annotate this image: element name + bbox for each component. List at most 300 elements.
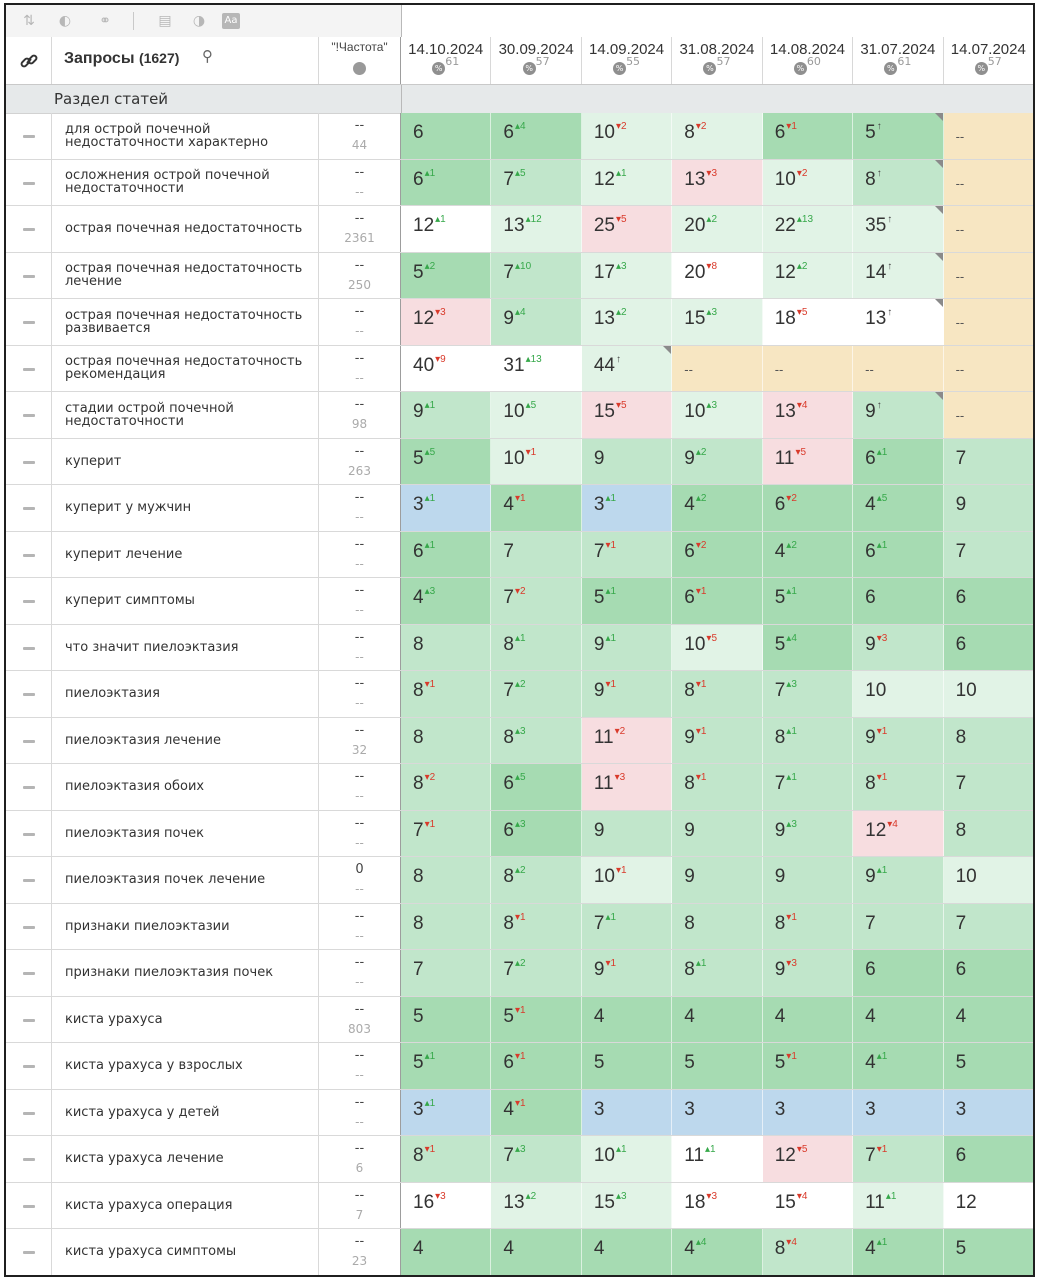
position-cell[interactable] (944, 392, 1034, 438)
minus-icon (23, 740, 35, 743)
table-row[interactable] (6, 299, 1033, 346)
position-cell[interactable] (853, 718, 943, 764)
query-text[interactable]: острая почечная недостаточность лечение (52, 253, 319, 299)
position-cell[interactable] (582, 857, 672, 903)
position-cell[interactable] (401, 1229, 491, 1275)
position-cell[interactable] (491, 904, 581, 950)
position-cell[interactable] (491, 253, 581, 299)
position-value: 7 (955, 773, 967, 794)
date-column-header[interactable] (763, 37, 853, 84)
position-cell[interactable] (491, 625, 581, 671)
position-cell[interactable] (491, 1229, 581, 1275)
position-cell[interactable] (582, 532, 672, 578)
row-collapse-toggle[interactable] (6, 253, 52, 299)
position-cell[interactable] (944, 113, 1034, 159)
query-text[interactable]: острая почечная недостаточность рекомендация (52, 346, 319, 392)
row-collapse-toggle[interactable] (6, 578, 52, 624)
position-cell[interactable] (944, 857, 1034, 903)
position-cell[interactable] (853, 299, 943, 345)
position-value: $4^{▴2}$ (774, 539, 797, 562)
position-value: $6^{▴5}$ (503, 772, 526, 794)
query-text[interactable]: куперит лечение (52, 532, 319, 578)
position-cell[interactable] (672, 1090, 762, 1136)
row-collapse-toggle[interactable] (6, 532, 52, 578)
table-row[interactable] (6, 997, 1033, 1044)
position-cell[interactable] (944, 904, 1034, 950)
position-cell[interactable] (944, 1090, 1034, 1136)
position-cell[interactable] (491, 1183, 581, 1229)
visibility-percent: 60 (806, 55, 821, 68)
position-cell[interactable] (491, 392, 581, 438)
position-cell[interactable] (944, 625, 1034, 671)
row-collapse-toggle[interactable] (6, 1043, 52, 1089)
position-cell[interactable] (401, 764, 491, 810)
position-cell[interactable] (944, 1136, 1034, 1182)
position-value: $11^{▾5}$ (774, 446, 807, 469)
position-cell[interactable] (491, 764, 581, 810)
position-cell[interactable] (491, 1090, 581, 1136)
link-column-header[interactable] (6, 37, 52, 84)
position-cell[interactable] (763, 392, 853, 438)
query-text[interactable]: киста урахуса операция (52, 1183, 319, 1229)
query-text[interactable]: киста урахуса (52, 997, 319, 1043)
position-cell[interactable] (763, 485, 853, 531)
position-cell[interactable] (491, 718, 581, 764)
position-gain: ▴1 (876, 446, 888, 458)
position-cell[interactable] (401, 625, 491, 671)
position-cell[interactable] (944, 253, 1034, 299)
position-cell[interactable] (582, 1136, 672, 1182)
table-row[interactable] (6, 718, 1033, 765)
position-cell[interactable] (401, 392, 491, 438)
position-cell[interactable] (672, 253, 762, 299)
position-cell[interactable] (401, 439, 491, 485)
frequency-cell (319, 392, 401, 438)
position-cell[interactable] (491, 299, 581, 345)
position-cell[interactable] (582, 392, 672, 438)
position-cell[interactable] (582, 160, 672, 206)
position-loss: ▾1 (876, 1144, 888, 1155)
query-text[interactable]: пиелоэктазия (52, 671, 319, 717)
base-frequency: -- (355, 370, 364, 385)
position-cell[interactable] (491, 997, 581, 1043)
position-cell[interactable] (944, 997, 1034, 1043)
query-text[interactable]: куперит (52, 439, 319, 485)
position-cell[interactable] (672, 532, 762, 578)
position-cell[interactable] (672, 718, 762, 764)
table-row[interactable] (6, 578, 1033, 625)
position-cell[interactable] (401, 346, 491, 392)
position-cell[interactable] (763, 904, 853, 950)
position-cell[interactable] (672, 439, 762, 485)
position-cell[interactable] (763, 625, 853, 671)
sort-icon[interactable]: ⇅ (23, 13, 35, 29)
table-row[interactable] (6, 253, 1033, 300)
position-cell[interactable] (944, 439, 1034, 485)
position-cell[interactable] (853, 625, 943, 671)
row-collapse-toggle[interactable] (6, 299, 52, 345)
position-cell[interactable] (401, 1183, 491, 1229)
position-cell[interactable] (944, 485, 1034, 531)
position-cell[interactable] (401, 811, 491, 857)
position-value: $8^{▴2}$ (503, 865, 526, 887)
position-cell[interactable] (944, 671, 1034, 717)
position-gain: ▴5 (515, 772, 526, 783)
position-cell[interactable] (763, 718, 853, 764)
table-row[interactable] (6, 532, 1033, 579)
position-cell[interactable] (763, 113, 853, 159)
position-cell[interactable] (672, 160, 762, 206)
queries-column-header[interactable] (52, 37, 319, 84)
position-cell[interactable] (401, 253, 491, 299)
row-collapse-toggle[interactable] (6, 206, 52, 252)
position-cell[interactable] (853, 671, 943, 717)
table-row[interactable] (6, 1136, 1033, 1183)
position-cell[interactable] (853, 253, 943, 299)
table-row[interactable] (6, 439, 1033, 486)
position-cell[interactable] (763, 950, 853, 996)
position-cell[interactable] (763, 1136, 853, 1182)
position-cell[interactable] (853, 1090, 943, 1136)
position-cell[interactable] (672, 1229, 762, 1275)
position-cell[interactable] (672, 1043, 762, 1089)
position-cell[interactable] (763, 578, 853, 624)
table-row[interactable] (6, 485, 1033, 532)
position-cell[interactable] (582, 485, 672, 531)
position-cell[interactable] (582, 904, 672, 950)
query-text[interactable]: киста урахуса у взрослых (52, 1043, 319, 1089)
table-row[interactable] (6, 346, 1033, 393)
position-cell[interactable] (763, 764, 853, 810)
position-cell[interactable] (853, 206, 943, 252)
position-cell[interactable] (582, 950, 672, 996)
table-row[interactable] (6, 764, 1033, 811)
row-collapse-toggle[interactable] (6, 1183, 52, 1229)
table-row[interactable] (6, 1183, 1033, 1230)
position-cell[interactable] (401, 206, 491, 252)
position-cell[interactable] (763, 671, 853, 717)
position-cell[interactable] (582, 578, 672, 624)
position-cell[interactable] (944, 950, 1034, 996)
query-text[interactable]: киста урахуса у детей (52, 1090, 319, 1136)
row-collapse-toggle[interactable] (6, 392, 52, 438)
position-cell[interactable] (401, 950, 491, 996)
table-row[interactable] (6, 904, 1033, 951)
position-cell[interactable] (401, 299, 491, 345)
position-cell[interactable] (582, 206, 672, 252)
table-row[interactable] (6, 206, 1033, 253)
row-collapse-toggle[interactable] (6, 671, 52, 717)
position-cell[interactable] (582, 1090, 672, 1136)
position-cell[interactable] (944, 1183, 1034, 1229)
position-cell[interactable] (672, 113, 762, 159)
position-cell[interactable] (944, 346, 1034, 392)
position-cell[interactable] (401, 1043, 491, 1089)
row-collapse-toggle[interactable] (6, 997, 52, 1043)
position-cell[interactable] (582, 671, 672, 717)
position-cell[interactable] (401, 113, 491, 159)
position-cell[interactable] (763, 997, 853, 1043)
row-collapse-toggle[interactable] (6, 718, 52, 764)
position-cell[interactable] (672, 857, 762, 903)
position-cell[interactable] (491, 950, 581, 996)
position-cell[interactable] (491, 113, 581, 159)
search-icon[interactable]: ⚲ (202, 47, 213, 65)
position-loss: ▾3 (435, 1190, 446, 1202)
date-column-header[interactable] (582, 37, 672, 84)
position-cell[interactable] (853, 904, 943, 950)
position-cell[interactable] (853, 1229, 943, 1275)
font-icon[interactable]: Aa (222, 13, 240, 29)
query-text[interactable]: что значит пиелоэктазия (52, 625, 319, 671)
position-cell[interactable] (944, 578, 1034, 624)
position-cell[interactable] (401, 904, 491, 950)
base-frequency: 263 (348, 463, 371, 478)
position-cell[interactable] (944, 1043, 1034, 1089)
position-cell[interactable] (582, 1183, 672, 1229)
position-cell[interactable] (672, 299, 762, 345)
position-cell[interactable] (672, 904, 762, 950)
query-text[interactable]: пиелоэктазия почек лечение (52, 857, 319, 903)
position-cell[interactable] (944, 532, 1034, 578)
query-text[interactable]: куперит симптомы (52, 578, 319, 624)
row-collapse-toggle[interactable] (6, 346, 52, 392)
position-cell[interactable] (853, 346, 943, 392)
position-cell[interactable] (582, 811, 672, 857)
position-cell[interactable] (853, 1043, 943, 1089)
row-collapse-toggle[interactable] (6, 857, 52, 903)
position-cell[interactable] (401, 997, 491, 1043)
position-cell[interactable] (853, 485, 943, 531)
position-cell[interactable] (763, 1183, 853, 1229)
position-value: $4^{▾1}$ (503, 1097, 526, 1120)
position-value: $8^{▴1}$ (503, 632, 526, 655)
position-value: $9^{▴2}$ (684, 446, 707, 469)
position-cell[interactable] (401, 857, 491, 903)
position-cell[interactable] (672, 950, 762, 996)
position-cell[interactable] (853, 764, 943, 810)
position-cell[interactable] (672, 997, 762, 1043)
contrast-icon[interactable]: ◑ (192, 13, 206, 29)
row-collapse-toggle[interactable] (6, 764, 52, 810)
table-row[interactable] (6, 811, 1033, 858)
position-cell[interactable] (491, 532, 581, 578)
table-row[interactable] (6, 671, 1033, 718)
row-collapse-toggle[interactable] (6, 113, 52, 159)
position-cell[interactable] (491, 671, 581, 717)
position-cell[interactable] (853, 811, 943, 857)
row-collapse-toggle[interactable] (6, 1136, 52, 1182)
position-cell[interactable] (582, 625, 672, 671)
position-gain: ▴3 (616, 260, 627, 272)
position-cell[interactable] (672, 1183, 762, 1229)
query-text[interactable]: острая почечная недостаточность развивается (52, 299, 319, 345)
row-collapse-toggle[interactable] (6, 904, 52, 950)
position-cell[interactable] (672, 206, 762, 252)
frequency-column-header[interactable] (319, 37, 401, 84)
position-cell[interactable] (491, 1043, 581, 1089)
position-cell[interactable] (582, 113, 672, 159)
position-cell[interactable] (853, 1183, 943, 1229)
query-text[interactable]: пиелоэктазия лечение (52, 718, 319, 764)
position-cell[interactable] (853, 439, 943, 485)
position-cell[interactable] (763, 346, 853, 392)
date-column-header[interactable] (491, 37, 581, 84)
table-row[interactable] (6, 113, 1033, 160)
table-row[interactable] (6, 857, 1033, 904)
table-row[interactable] (6, 1043, 1033, 1090)
position-cell[interactable] (763, 857, 853, 903)
position-cell[interactable] (582, 299, 672, 345)
position-cell[interactable] (763, 1043, 853, 1089)
position-cell[interactable] (582, 1229, 672, 1275)
position-cell[interactable] (401, 485, 491, 531)
position-value: $6^{▴1}$ (865, 446, 888, 469)
query-text[interactable]: пиелоэктазия почек (52, 811, 319, 857)
position-cell[interactable] (672, 764, 762, 810)
position-cell[interactable] (763, 1229, 853, 1275)
table-row[interactable] (6, 1229, 1033, 1276)
position-cell[interactable] (944, 299, 1034, 345)
position-cell[interactable] (853, 532, 943, 578)
position-value: 4 (593, 1238, 605, 1259)
position-cell[interactable] (401, 532, 491, 578)
position-cell[interactable] (763, 206, 853, 252)
position-value: $9^{▾1}$ (593, 679, 617, 701)
position-value: $6^{▾2}$ (684, 539, 707, 562)
position-cell[interactable] (491, 857, 581, 903)
position-cell[interactable] (491, 578, 581, 624)
query-text[interactable]: для острой почечной недостаточности характерно (52, 113, 319, 159)
position-cell[interactable] (401, 718, 491, 764)
position-cell[interactable] (582, 718, 672, 764)
table-row[interactable] (6, 625, 1033, 672)
table-row[interactable] (6, 950, 1033, 997)
position-cell[interactable] (672, 485, 762, 531)
position-gain: ▴3 (515, 725, 526, 737)
query-text[interactable]: признаки пиелоэктазия почек (52, 950, 319, 996)
position-value: -- (955, 222, 965, 237)
toggle-icon[interactable]: ◐ (58, 13, 72, 29)
position-cell[interactable] (944, 718, 1034, 764)
position-cell[interactable] (491, 346, 581, 392)
table-row[interactable] (6, 160, 1033, 207)
position-cell[interactable] (582, 997, 672, 1043)
row-collapse-toggle[interactable] (6, 160, 52, 206)
position-cell[interactable] (763, 299, 853, 345)
position-cell[interactable] (582, 346, 672, 392)
row-collapse-toggle[interactable] (6, 485, 52, 531)
position-cell[interactable] (401, 160, 491, 206)
query-text[interactable]: киста урахуса симптомы (52, 1229, 319, 1275)
position-cell[interactable] (401, 578, 491, 624)
position-cell[interactable] (672, 392, 762, 438)
position-cell[interactable] (763, 439, 853, 485)
position-cell[interactable] (763, 160, 853, 206)
row-collapse-toggle[interactable] (6, 625, 52, 671)
position-cell[interactable] (853, 392, 943, 438)
position-cell[interactable] (944, 764, 1034, 810)
position-cell[interactable] (401, 671, 491, 717)
row-collapse-toggle[interactable] (6, 1090, 52, 1136)
position-cell[interactable] (853, 857, 943, 903)
query-text[interactable]: острая почечная недостаточность (52, 206, 319, 252)
position-cell[interactable] (944, 160, 1034, 206)
position-cell[interactable] (401, 1136, 491, 1182)
position-cell[interactable] (672, 811, 762, 857)
link-icon[interactable]: ⚭ (99, 13, 111, 29)
query-text[interactable]: куперит у мужчин (52, 485, 319, 531)
query-text[interactable]: признаки пиелоэктазии (52, 904, 319, 950)
date-column-header[interactable] (672, 37, 762, 84)
position-cell[interactable] (944, 811, 1034, 857)
position-value: 4 (503, 1238, 514, 1259)
query-text[interactable]: киста урахуса лечение (52, 1136, 319, 1182)
row-collapse-toggle[interactable] (6, 1229, 52, 1275)
position-cell[interactable] (853, 578, 943, 624)
position-cell[interactable] (944, 206, 1034, 252)
position-cell[interactable] (491, 811, 581, 857)
position-value: $3^{▴1}$ (413, 1097, 436, 1120)
position-cell[interactable] (853, 997, 943, 1043)
table-row[interactable] (6, 1090, 1033, 1137)
position-cell[interactable] (763, 532, 853, 578)
position-cell[interactable] (853, 160, 943, 206)
position-cell[interactable] (491, 485, 581, 531)
table-row[interactable] (6, 392, 1033, 439)
table-icon[interactable]: ▤ (158, 13, 172, 29)
position-cell[interactable] (582, 439, 672, 485)
position-loss: ▾1 (605, 539, 617, 551)
position-cell[interactable] (491, 206, 581, 252)
row-collapse-toggle[interactable] (6, 439, 52, 485)
position-cell[interactable] (582, 253, 672, 299)
position-cell[interactable] (763, 811, 853, 857)
position-cell[interactable] (944, 1229, 1034, 1275)
query-text[interactable]: осложнения острой почечной недостаточности (52, 160, 319, 206)
position-cell[interactable] (491, 1136, 581, 1182)
position-cell[interactable] (491, 439, 581, 485)
position-value: $7^{▴5}$ (503, 167, 526, 190)
position-cell[interactable] (672, 1136, 762, 1182)
position-cell[interactable] (582, 764, 672, 810)
position-cell[interactable] (672, 346, 762, 392)
position-cell[interactable] (853, 950, 943, 996)
position-cell[interactable] (401, 1090, 491, 1136)
position-loss: ▾2 (515, 586, 526, 597)
position-cell[interactable] (853, 113, 943, 159)
position-value: -- (955, 175, 965, 191)
date-column-header[interactable] (401, 37, 491, 84)
position-cell[interactable] (491, 160, 581, 206)
position-gain: ▴1 (616, 1144, 627, 1155)
query-text[interactable]: стадии острой почечной недостаточности (52, 392, 319, 438)
row-collapse-toggle[interactable] (6, 811, 52, 857)
position-cell[interactable] (763, 1090, 853, 1136)
position-value: 4 (684, 1005, 695, 1027)
date-column-header[interactable] (853, 37, 943, 84)
position-cell[interactable] (763, 253, 853, 299)
position-cell[interactable] (672, 671, 762, 717)
position-loss: ▾2 (614, 725, 626, 737)
position-cell[interactable] (582, 1043, 672, 1089)
position-cell[interactable] (672, 625, 762, 671)
date-column-header[interactable] (944, 37, 1034, 84)
position-cell[interactable] (853, 1136, 943, 1182)
position-cell[interactable] (672, 578, 762, 624)
row-collapse-toggle[interactable] (6, 950, 52, 996)
query-text[interactable]: пиелоэктазия обоих (52, 764, 319, 810)
